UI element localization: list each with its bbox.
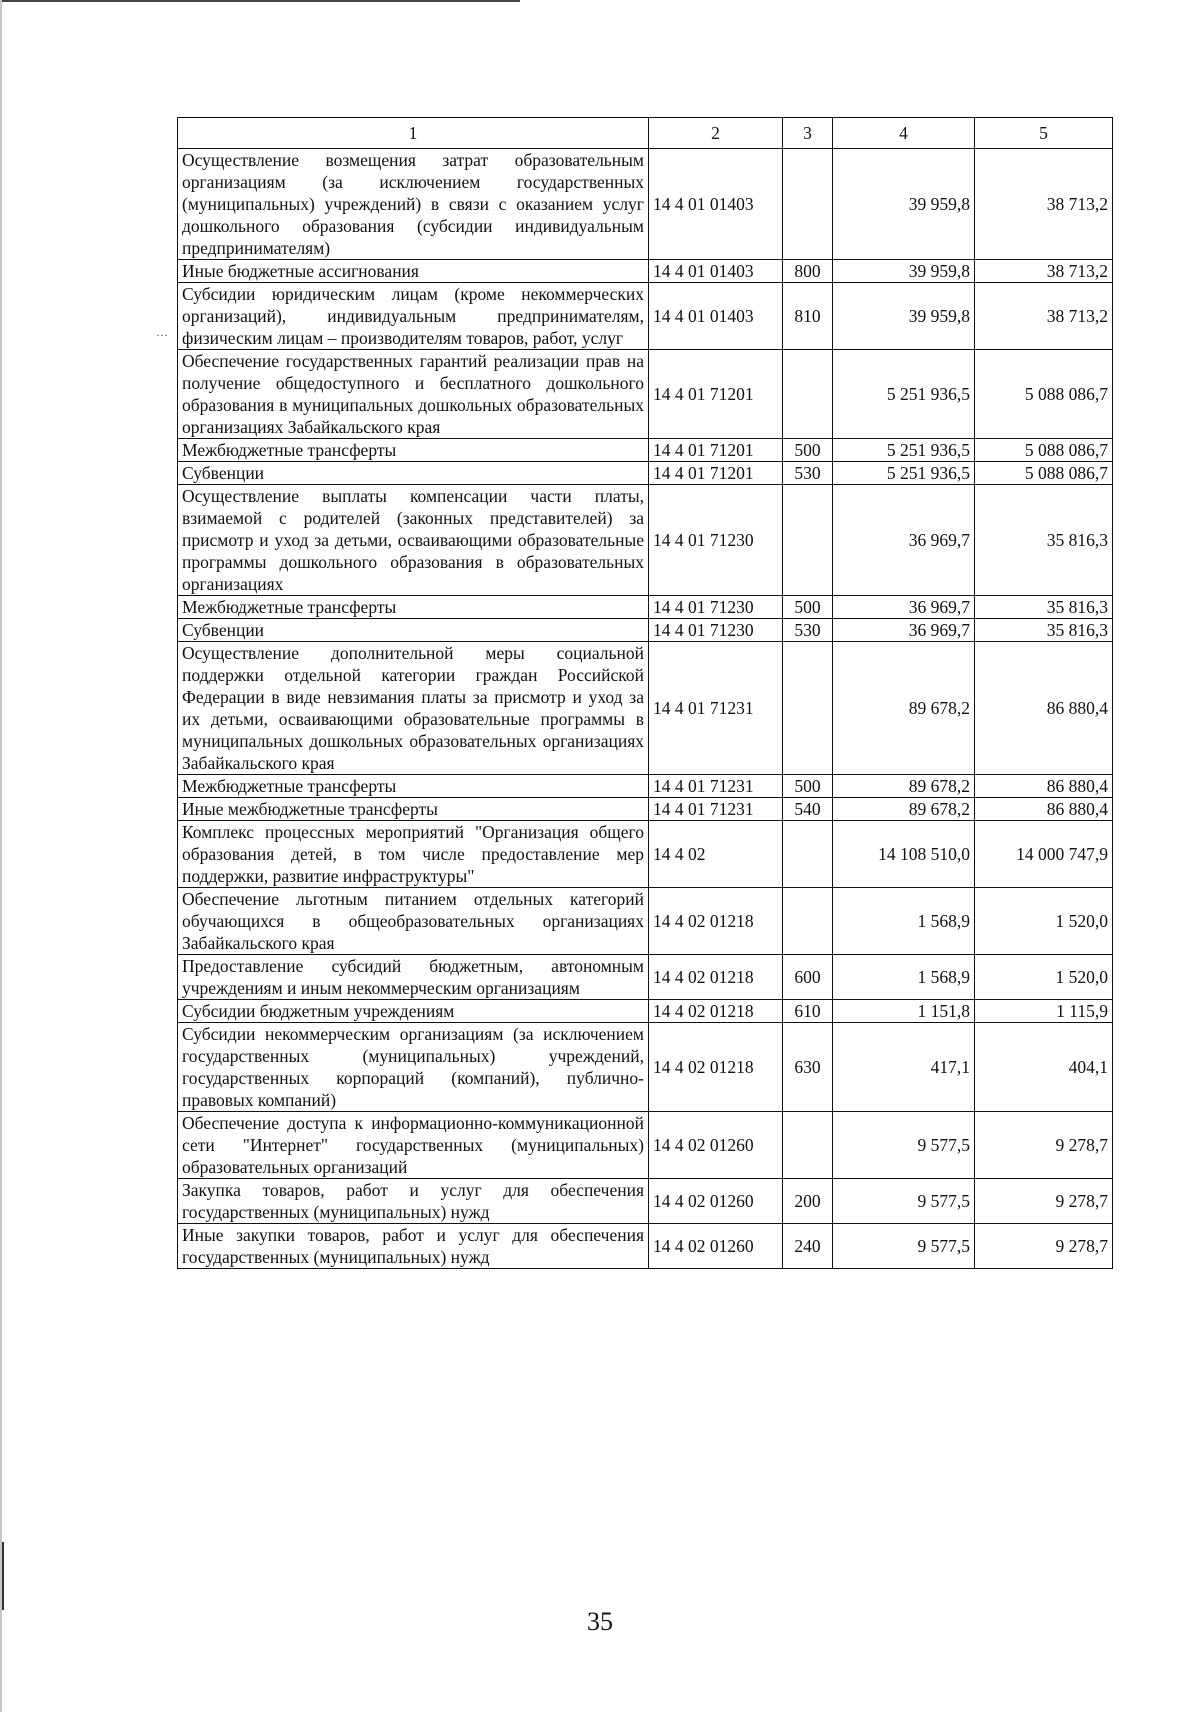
row-expense-type xyxy=(783,350,833,439)
row-code: 14 4 01 71230 xyxy=(649,619,783,642)
row-code: 14 4 02 01218 xyxy=(649,888,783,955)
row-amount-col4: 36 969,7 xyxy=(833,596,975,619)
row-expense-type: 500 xyxy=(783,775,833,798)
row-name: Межбюджетные трансферты xyxy=(178,596,649,619)
row-amount-col5: 35 816,3 xyxy=(975,619,1113,642)
header-col-4: 4 xyxy=(833,118,975,149)
row-name: Обеспечение государственных гарантий реализации прав на получение общедоступного и бесплатного дошкольного образования в муниципальных дошкольных образовательных организациях Забайкальского края xyxy=(178,350,649,439)
table-row xyxy=(178,955,1113,1000)
header-row xyxy=(178,118,1113,149)
row-expense-type: 600 xyxy=(783,955,833,1000)
row-amount-col4: 39 959,8 xyxy=(833,283,975,350)
header-col-5: 5 xyxy=(975,118,1113,149)
table-row xyxy=(178,149,1113,260)
table-row xyxy=(178,775,1113,798)
row-expense-type: 200 xyxy=(783,1179,833,1224)
row-amount-col5: 1 520,0 xyxy=(975,955,1113,1000)
row-name: Осуществление дополнительной меры социальной поддержки отдельной категории граждан Российской Федерации в виде невзимания платы за присмотр и уход за их детьми, осваивающими образовательные программы в муниципальных дошкольных образовательных организациях Забайкальского края xyxy=(178,642,649,775)
row-expense-type: 240 xyxy=(783,1224,833,1269)
table-row xyxy=(178,485,1113,596)
row-name: Иные бюджетные ассигнования xyxy=(178,260,649,283)
row-expense-type: 630 xyxy=(783,1023,833,1112)
row-amount-col4: 36 969,7 xyxy=(833,619,975,642)
row-amount-col5: 1 115,9 xyxy=(975,1000,1113,1023)
row-amount-col4: 89 678,2 xyxy=(833,798,975,821)
row-amount-col5: 38 713,2 xyxy=(975,260,1113,283)
table-row xyxy=(178,439,1113,462)
row-amount-col4: 14 108 510,0 xyxy=(833,821,975,888)
row-code: 14 4 01 01403 xyxy=(649,149,783,260)
row-code: 14 4 01 71230 xyxy=(649,485,783,596)
row-expense-type: 530 xyxy=(783,462,833,485)
table-row xyxy=(178,888,1113,955)
row-name: Осуществление возмещения затрат образовательным организациям (за исключением государственных (муниципальных) учреждений) в связи с оказанием услуг дошкольного образования (субсидии индивидуальным предпринимателям) xyxy=(178,149,649,260)
row-amount-col4: 39 959,8 xyxy=(833,260,975,283)
row-expense-type: 500 xyxy=(783,596,833,619)
row-name: Субсидии бюджетным учреждениям xyxy=(178,1000,649,1023)
row-amount-col5: 9 278,7 xyxy=(975,1112,1113,1179)
row-expense-type xyxy=(783,149,833,260)
row-expense-type: 800 xyxy=(783,260,833,283)
row-code: 14 4 02 01260 xyxy=(649,1179,783,1224)
row-amount-col4: 5 251 936,5 xyxy=(833,462,975,485)
row-amount-col4: 1 151,8 xyxy=(833,1000,975,1023)
table-row xyxy=(178,821,1113,888)
row-name: Межбюджетные трансферты xyxy=(178,439,649,462)
row-amount-col5: 9 278,7 xyxy=(975,1224,1113,1269)
table-row xyxy=(178,462,1113,485)
row-name: Субвенции xyxy=(178,619,649,642)
row-amount-col5: 86 880,4 xyxy=(975,642,1113,775)
scan-top-rule xyxy=(0,0,520,2)
row-amount-col4: 39 959,8 xyxy=(833,149,975,260)
table-row xyxy=(178,1000,1113,1023)
row-amount-col5: 5 088 086,7 xyxy=(975,350,1113,439)
scan-left-edge xyxy=(0,0,2,1712)
row-amount-col5: 5 088 086,7 xyxy=(975,462,1113,485)
row-amount-col4: 9 577,5 xyxy=(833,1179,975,1224)
margin-mark xyxy=(2,1542,4,1610)
row-code: 14 4 01 71201 xyxy=(649,439,783,462)
row-code: 14 4 01 01403 xyxy=(649,283,783,350)
row-amount-col5: 14 000 747,9 xyxy=(975,821,1113,888)
table-body xyxy=(178,149,1113,1269)
row-name: Иные межбюджетные трансферты xyxy=(178,798,649,821)
row-code: 14 4 02 01260 xyxy=(649,1112,783,1179)
row-amount-col4: 9 577,5 xyxy=(833,1224,975,1269)
row-expense-type xyxy=(783,888,833,955)
row-amount-col4: 1 568,9 xyxy=(833,955,975,1000)
row-expense-type: 540 xyxy=(783,798,833,821)
row-code: 14 4 01 71231 xyxy=(649,775,783,798)
header-col-2: 2 xyxy=(649,118,783,149)
row-expense-type: 610 xyxy=(783,1000,833,1023)
row-code: 14 4 02 01260 xyxy=(649,1224,783,1269)
row-expense-type: 810 xyxy=(783,283,833,350)
row-expense-type xyxy=(783,1112,833,1179)
row-name: Межбюджетные трансферты xyxy=(178,775,649,798)
table-row xyxy=(178,642,1113,775)
row-expense-type xyxy=(783,485,833,596)
table-header xyxy=(178,118,1113,149)
row-name: Обеспечение доступа к информационно-коммуникационной сети "Интернет" государственных (муниципальных) образовательных организаций xyxy=(178,1112,649,1179)
header-col-1: 1 xyxy=(178,118,649,149)
header-col-3: 3 xyxy=(783,118,833,149)
table-row xyxy=(178,1179,1113,1224)
table-row xyxy=(178,596,1113,619)
row-amount-col5: 35 816,3 xyxy=(975,485,1113,596)
page-number: 35 xyxy=(587,1607,613,1636)
table-row xyxy=(178,1112,1113,1179)
row-code: 14 4 02 01218 xyxy=(649,1000,783,1023)
table-row xyxy=(178,619,1113,642)
table-row xyxy=(178,798,1113,821)
row-amount-col5: 1 520,0 xyxy=(975,888,1113,955)
table-row xyxy=(178,1224,1113,1269)
row-amount-col5: 38 713,2 xyxy=(975,283,1113,350)
row-code: 14 4 02 01218 xyxy=(649,1023,783,1112)
row-amount-col4: 5 251 936,5 xyxy=(833,350,975,439)
table-row xyxy=(178,1023,1113,1112)
row-name: Осуществление выплаты компенсации части платы, взимаемой с родителей (законных представителей) за присмотр и уход за детьми, осваивающими образовательные программы дошкольного образования в образовательных организациях xyxy=(178,485,649,596)
row-amount-col5: 404,1 xyxy=(975,1023,1113,1112)
row-amount-col5: 38 713,2 xyxy=(975,149,1113,260)
row-code: 14 4 01 71201 xyxy=(649,462,783,485)
row-name: Субвенции xyxy=(178,462,649,485)
budget-table xyxy=(177,117,1113,1269)
row-code: 14 4 01 71231 xyxy=(649,642,783,775)
table-row xyxy=(178,260,1113,283)
row-amount-col4: 1 568,9 xyxy=(833,888,975,955)
row-amount-col5: 5 088 086,7 xyxy=(975,439,1113,462)
row-amount-col4: 89 678,2 xyxy=(833,775,975,798)
row-name: Субсидии юридическим лицам (кроме некоммерческих организаций), индивидуальным предпринимателям, физическим лицам – производителям товаров, работ, услуг xyxy=(178,283,649,350)
row-amount-col4: 417,1 xyxy=(833,1023,975,1112)
margin-tick: ··· xyxy=(156,328,168,342)
row-name: Обеспечение льготным питанием отдельных категорий обучающихся в общеобразовательных организациях Забайкальского края xyxy=(178,888,649,955)
row-code: 14 4 02 01218 xyxy=(649,955,783,1000)
row-amount-col5: 9 278,7 xyxy=(975,1179,1113,1224)
row-name: Комплекс процессных мероприятий "Организация общего образования детей, в том числе предоставление мер поддержки, развитие инфраструктуры" xyxy=(178,821,649,888)
row-amount-col4: 9 577,5 xyxy=(833,1112,975,1179)
row-code: 14 4 01 71231 xyxy=(649,798,783,821)
row-amount-col5: 35 816,3 xyxy=(975,596,1113,619)
row-expense-type xyxy=(783,642,833,775)
table-row xyxy=(178,283,1113,350)
row-amount-col4: 36 969,7 xyxy=(833,485,975,596)
row-name: Иные закупки товаров, работ и услуг для обеспечения государственных (муниципальных) нужд xyxy=(178,1224,649,1269)
row-name: Закупка товаров, работ и услуг для обеспечения государственных (муниципальных) нужд xyxy=(178,1179,649,1224)
row-amount-col4: 89 678,2 xyxy=(833,642,975,775)
table-row xyxy=(178,350,1113,439)
row-code: 14 4 01 71230 xyxy=(649,596,783,619)
row-amount-col5: 86 880,4 xyxy=(975,798,1113,821)
row-code: 14 4 01 01403 xyxy=(649,260,783,283)
row-expense-type: 530 xyxy=(783,619,833,642)
row-name: Предоставление субсидий бюджетным, автономным учреждениям и иным некоммерческим организациям xyxy=(178,955,649,1000)
row-expense-type: 500 xyxy=(783,439,833,462)
row-amount-col4: 5 251 936,5 xyxy=(833,439,975,462)
row-name: Субсидии некоммерческим организациям (за исключением государственных (муниципальных) учреждений, государственных корпораций (компаний), публично-правовых компаний) xyxy=(178,1023,649,1112)
row-code: 14 4 02 xyxy=(649,821,783,888)
row-expense-type xyxy=(783,821,833,888)
row-code: 14 4 01 71201 xyxy=(649,350,783,439)
row-amount-col5: 86 880,4 xyxy=(975,775,1113,798)
